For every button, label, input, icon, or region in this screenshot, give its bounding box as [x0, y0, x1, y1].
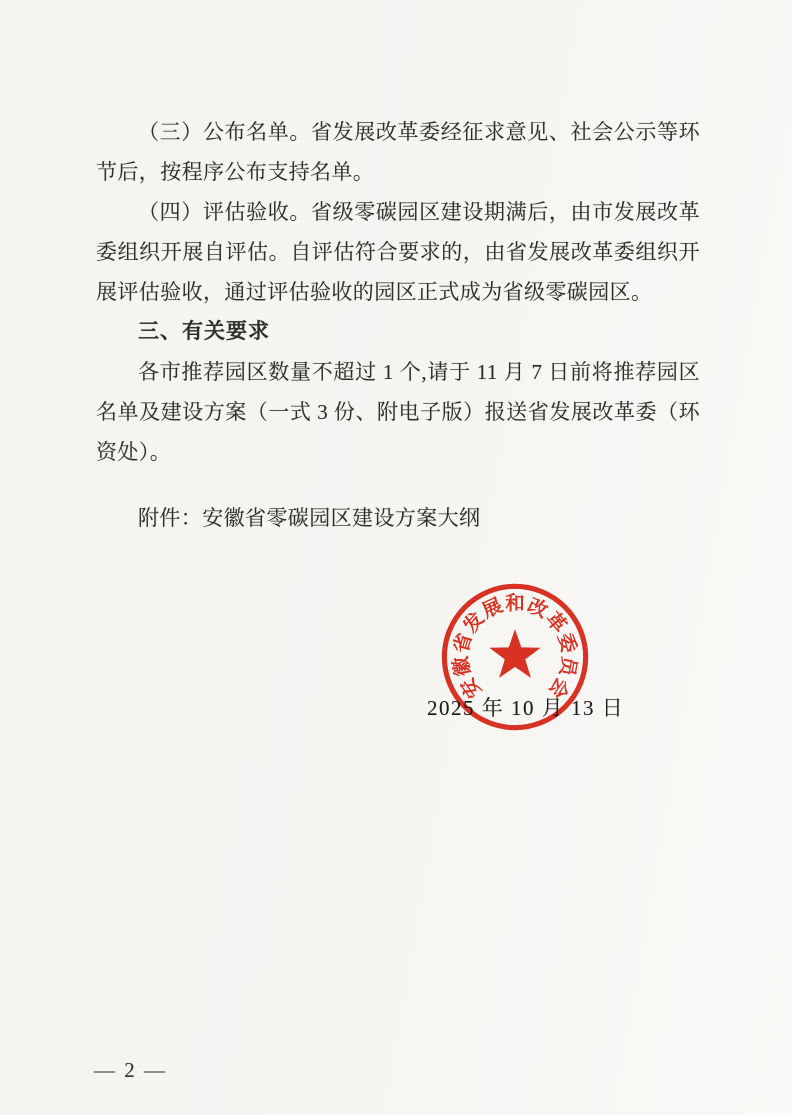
svg-text:展: 展 — [479, 595, 506, 623]
paragraph-submission-requirements: 各市推荐园区数量不超过 1 个,请于 11 月 7 日前将推荐园区名单及建设方案（一式 3 份、附电子版）报送省发展改革委（环资处）。 — [96, 360, 700, 464]
attachment-line: 附件：安徽省零碳园区建设方案大纲 — [138, 506, 481, 530]
section-heading-requirements: 三、有关要求 — [138, 320, 270, 343]
svg-text:发: 发 — [460, 608, 489, 638]
svg-text:安: 安 — [457, 673, 486, 702]
star-icon — [489, 629, 540, 678]
svg-text:员: 员 — [555, 654, 580, 678]
svg-text:委: 委 — [553, 631, 579, 656]
issue-date: 2025 年 10 月 13 日 — [427, 696, 625, 720]
svg-text:和: 和 — [505, 593, 525, 615]
svg-text:改: 改 — [524, 595, 551, 623]
document-body — [96, 112, 700, 538]
svg-text:徽: 徽 — [450, 654, 475, 678]
seal-arc-text — [449, 593, 580, 703]
svg-text:革: 革 — [541, 608, 570, 638]
paragraph-evaluation-acceptance: （四）评估验收。省级零碳园区建设期满后，由市发展改革委组织开展自评估。自评估符合要求的，由省发展改革委组织开展评估验收，通过评估验收的园区正式成为省级零碳园区。 — [96, 200, 700, 304]
page-number: — 2 — — [94, 1058, 167, 1082]
svg-text:会: 会 — [544, 673, 573, 702]
paragraph-publish-list: （三）公布名单。省发展改革委经征求意见、社会公示等环节后，按程序公布支持名单。 — [96, 120, 700, 184]
svg-text:省: 省 — [451, 631, 477, 656]
